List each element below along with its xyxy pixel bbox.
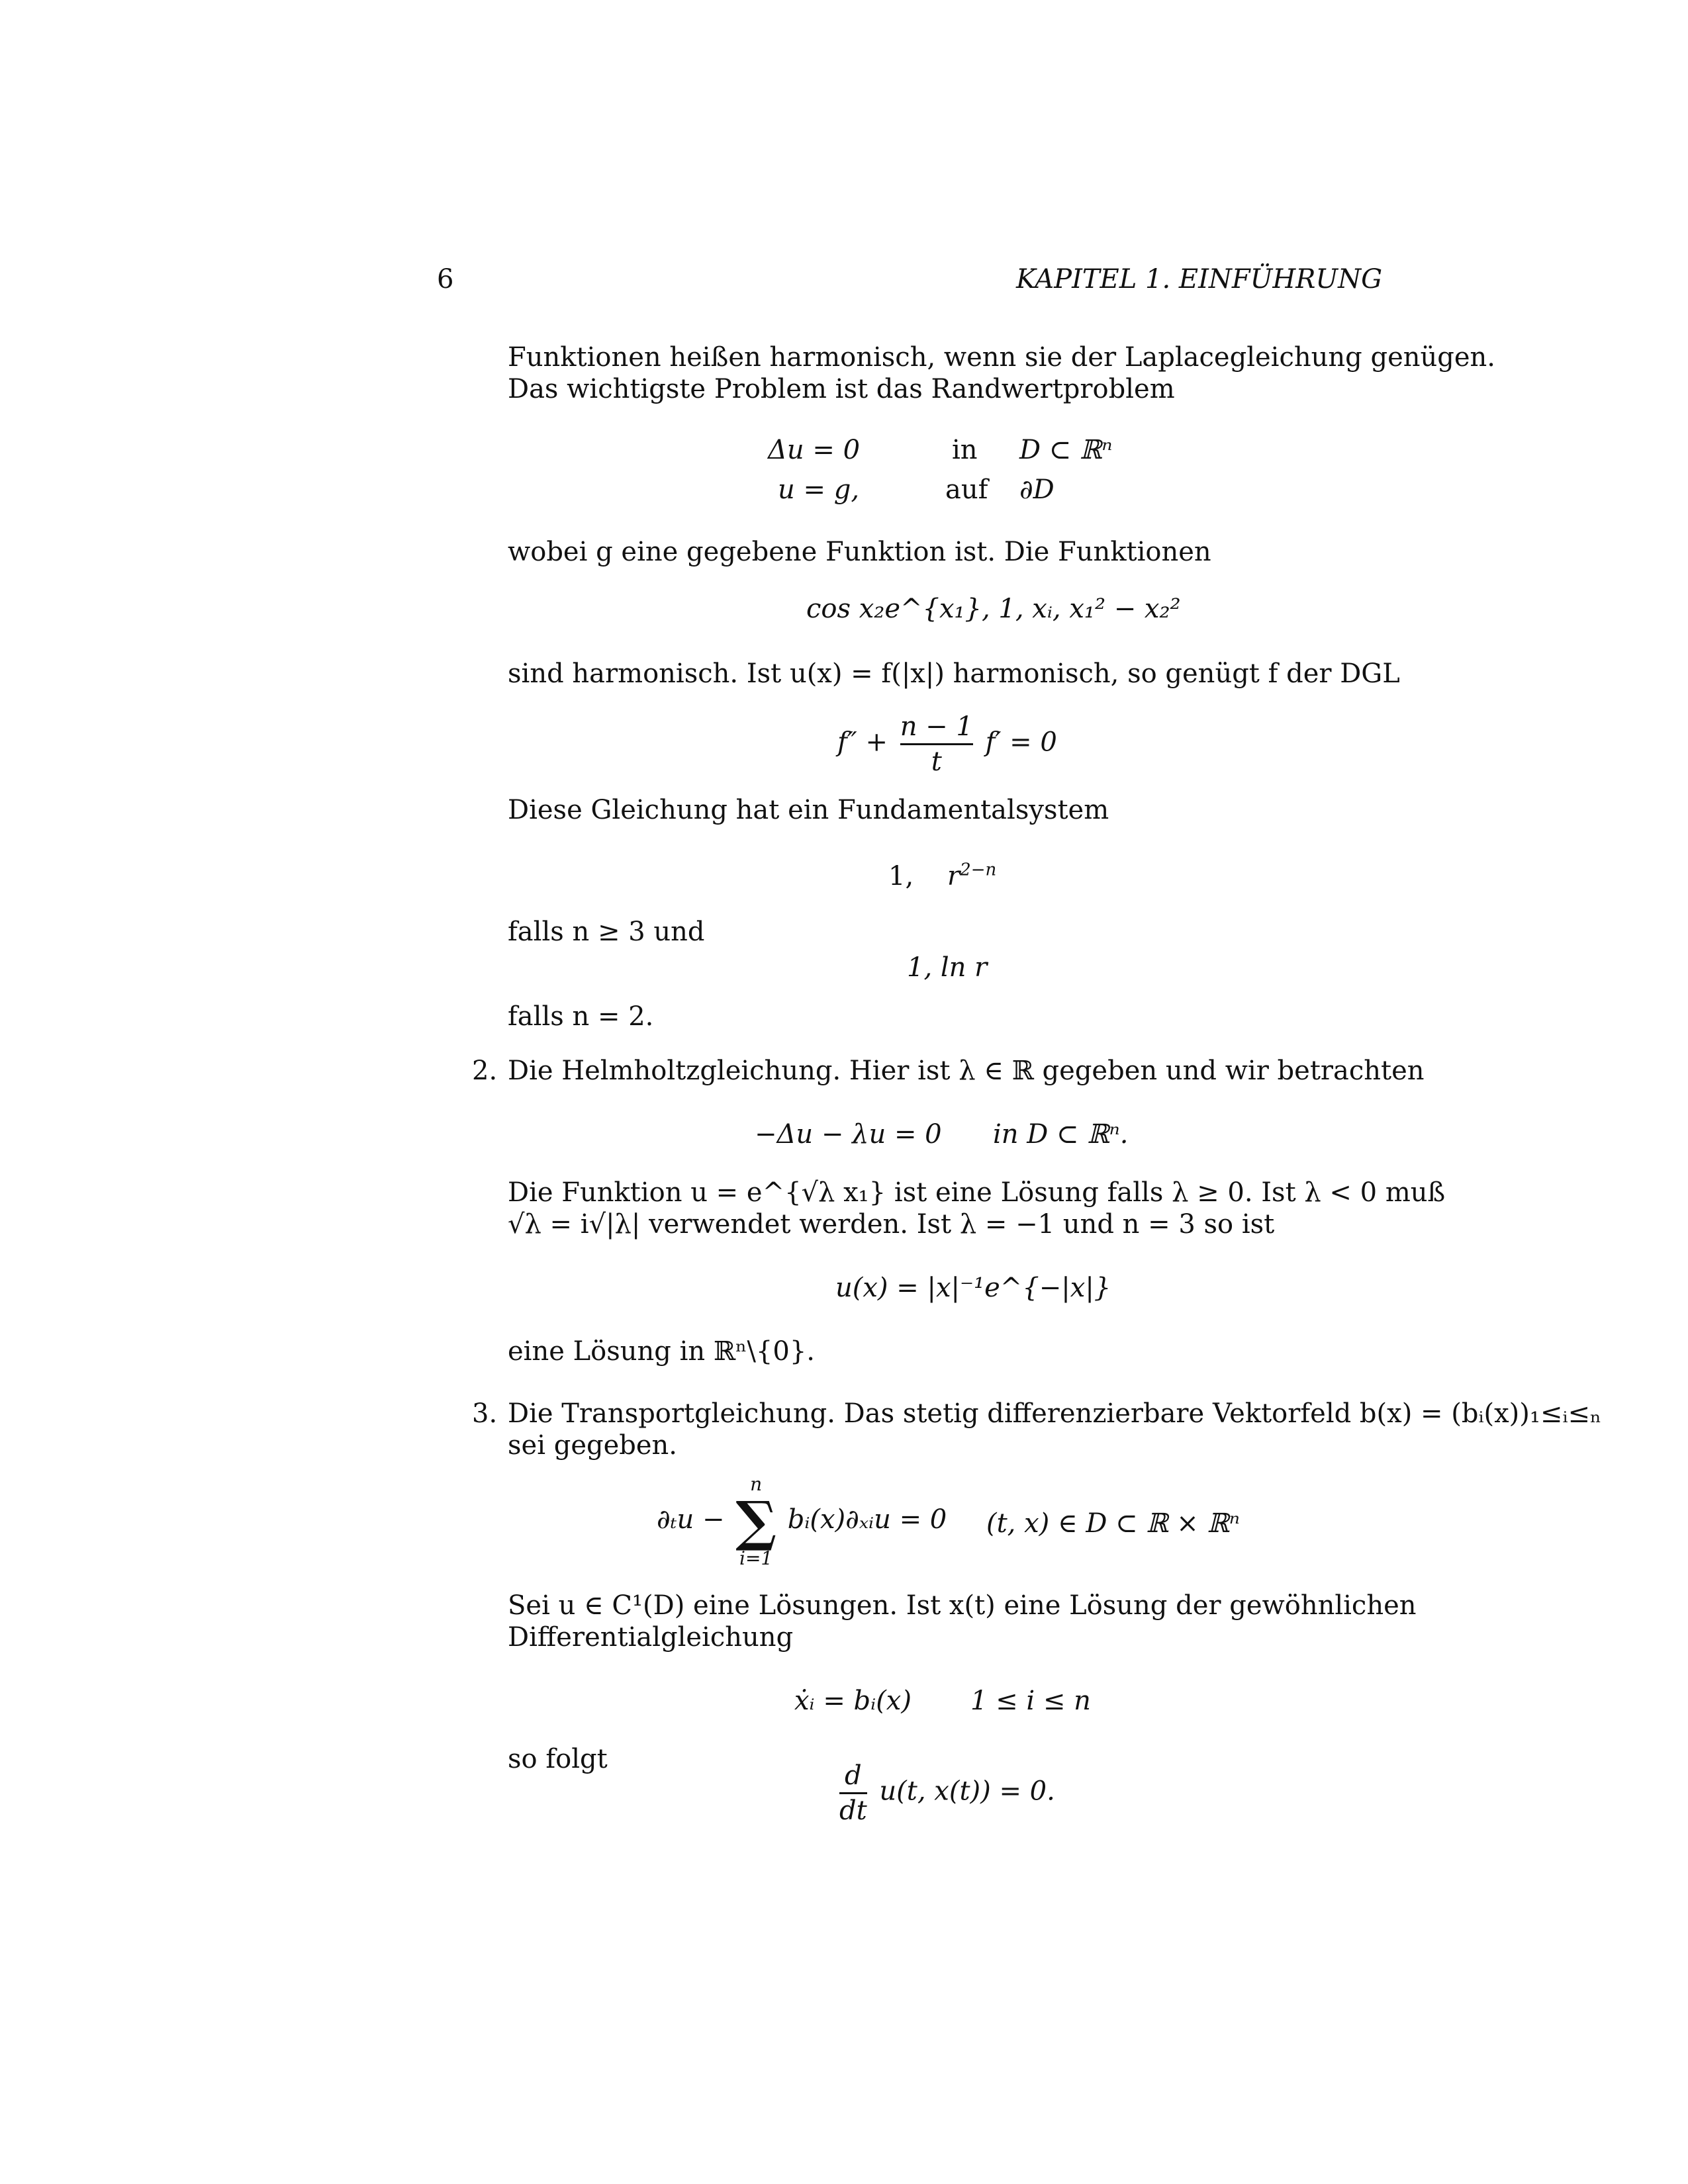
item-number: 3. [472,1398,498,1429]
harmonic-examples: cos x₂e^{x₁}, 1, xᵢ, x₁² − x₂² [806,594,1181,624]
equation-domain: D ⊂ ℝⁿ [1019,435,1113,465]
paragraph-line: Funktionen heißen harmonisch, wenn sie der Laplacegleichung genügen. [508,342,1496,373]
helmholtz-domain: in D ⊂ ℝⁿ. [993,1119,1129,1150]
transport-domain: (t, x) ∈ D ⊂ ℝ × ℝⁿ [986,1508,1240,1539]
equation-boundary: u = g, [778,475,860,505]
fraction [900,711,973,777]
sum-symbol: ∑ [735,1490,777,1553]
paragraph-line: Diese Gleichung hat ein Fundamentalsystem [508,795,1109,825]
paragraph-line: Differentialgleichung [508,1622,794,1653]
fraction-numerator: d [845,1760,862,1791]
running-title: KAPITEL 1. EINFÜHRUNG [1016,264,1383,295]
fundamental-system-2d: 1, ln r [907,952,988,983]
transport-right: bᵢ(x)∂ₓᵢu = 0 [787,1504,947,1535]
paragraph-line: Die Transportgleichung. Das stetig differenzierbare Vektorfeld b(x) = (bᵢ(x))₁≤ᵢ≤ₙ [508,1398,1602,1429]
helmholtz-solution: u(x) = |x|⁻¹e^{−|x|} [835,1273,1111,1303]
radial-ode [837,711,1057,777]
equation-laplace: Δu = 0 [768,435,861,465]
paragraph-line: sind harmonisch. Ist u(x) = f(|x|) harmonisch, so genügt f der DGL [508,659,1400,689]
characteristic-ode: ẋᵢ = bᵢ(x) [794,1686,912,1716]
sum-upper: n [750,1473,763,1495]
equation-word: in [952,435,978,465]
fraction-denominator: t [931,747,942,777]
item-number: 2. [472,1056,498,1086]
fund-b: r [947,861,961,891]
result-right: u(t, x(t)) = 0. [879,1776,1055,1807]
paragraph-line: Die Helmholtzgleichung. Hier ist λ ∈ ℝ gegeben und wir betrachten [508,1056,1425,1086]
equation-domain: ∂D [1019,475,1055,505]
transport-left: ∂ₜu − [657,1504,725,1535]
fundamental-system-3d [888,860,996,892]
transport-equation [657,1475,947,1569]
paragraph-line: so folgt [508,1744,608,1774]
sum-lower: i=1 [739,1547,773,1569]
transport-result [835,1760,1055,1826]
equation-word: auf [945,475,988,505]
paragraph-line: wobei g eine gegebene Funktion ist. Die Funktionen [508,537,1211,567]
paragraph-line: falls n = 2. [508,1001,654,1032]
page-number: 6 [437,264,454,295]
paragraph-line: Das wichtigste Problem ist das Randwertproblem [508,374,1175,404]
fraction-denominator: dt [839,1796,867,1826]
ode-left: f″ + [837,727,888,758]
paragraph-line: falls n ≥ 3 und [508,917,705,947]
fund-a: 1, [888,861,914,891]
paragraph-line: Die Funktion u = e^{√λ x₁} ist eine Lösung falls λ ≥ 0. Ist λ < 0 muß [508,1177,1446,1208]
paragraph-line: sei gegeben. [508,1430,678,1461]
characteristic-range: 1 ≤ i ≤ n [970,1686,1091,1716]
summation [735,1475,776,1569]
fund-exp: 2−n [960,860,997,880]
fraction-numerator: n − 1 [900,711,973,742]
fraction [839,1760,867,1826]
paragraph-line: Sei u ∈ C¹(D) eine Lösungen. Ist x(t) eine Lösung der gewöhnlichen [508,1590,1417,1621]
paragraph-line: eine Lösung in ℝⁿ\{0}. [508,1336,815,1367]
paragraph-line: √λ = i√|λ| verwendet werden. Ist λ = −1 und n = 3 so ist [508,1209,1275,1240]
ode-right: f′ = 0 [985,727,1057,758]
helmholtz-equation: −Δu − λu = 0 [755,1119,942,1150]
